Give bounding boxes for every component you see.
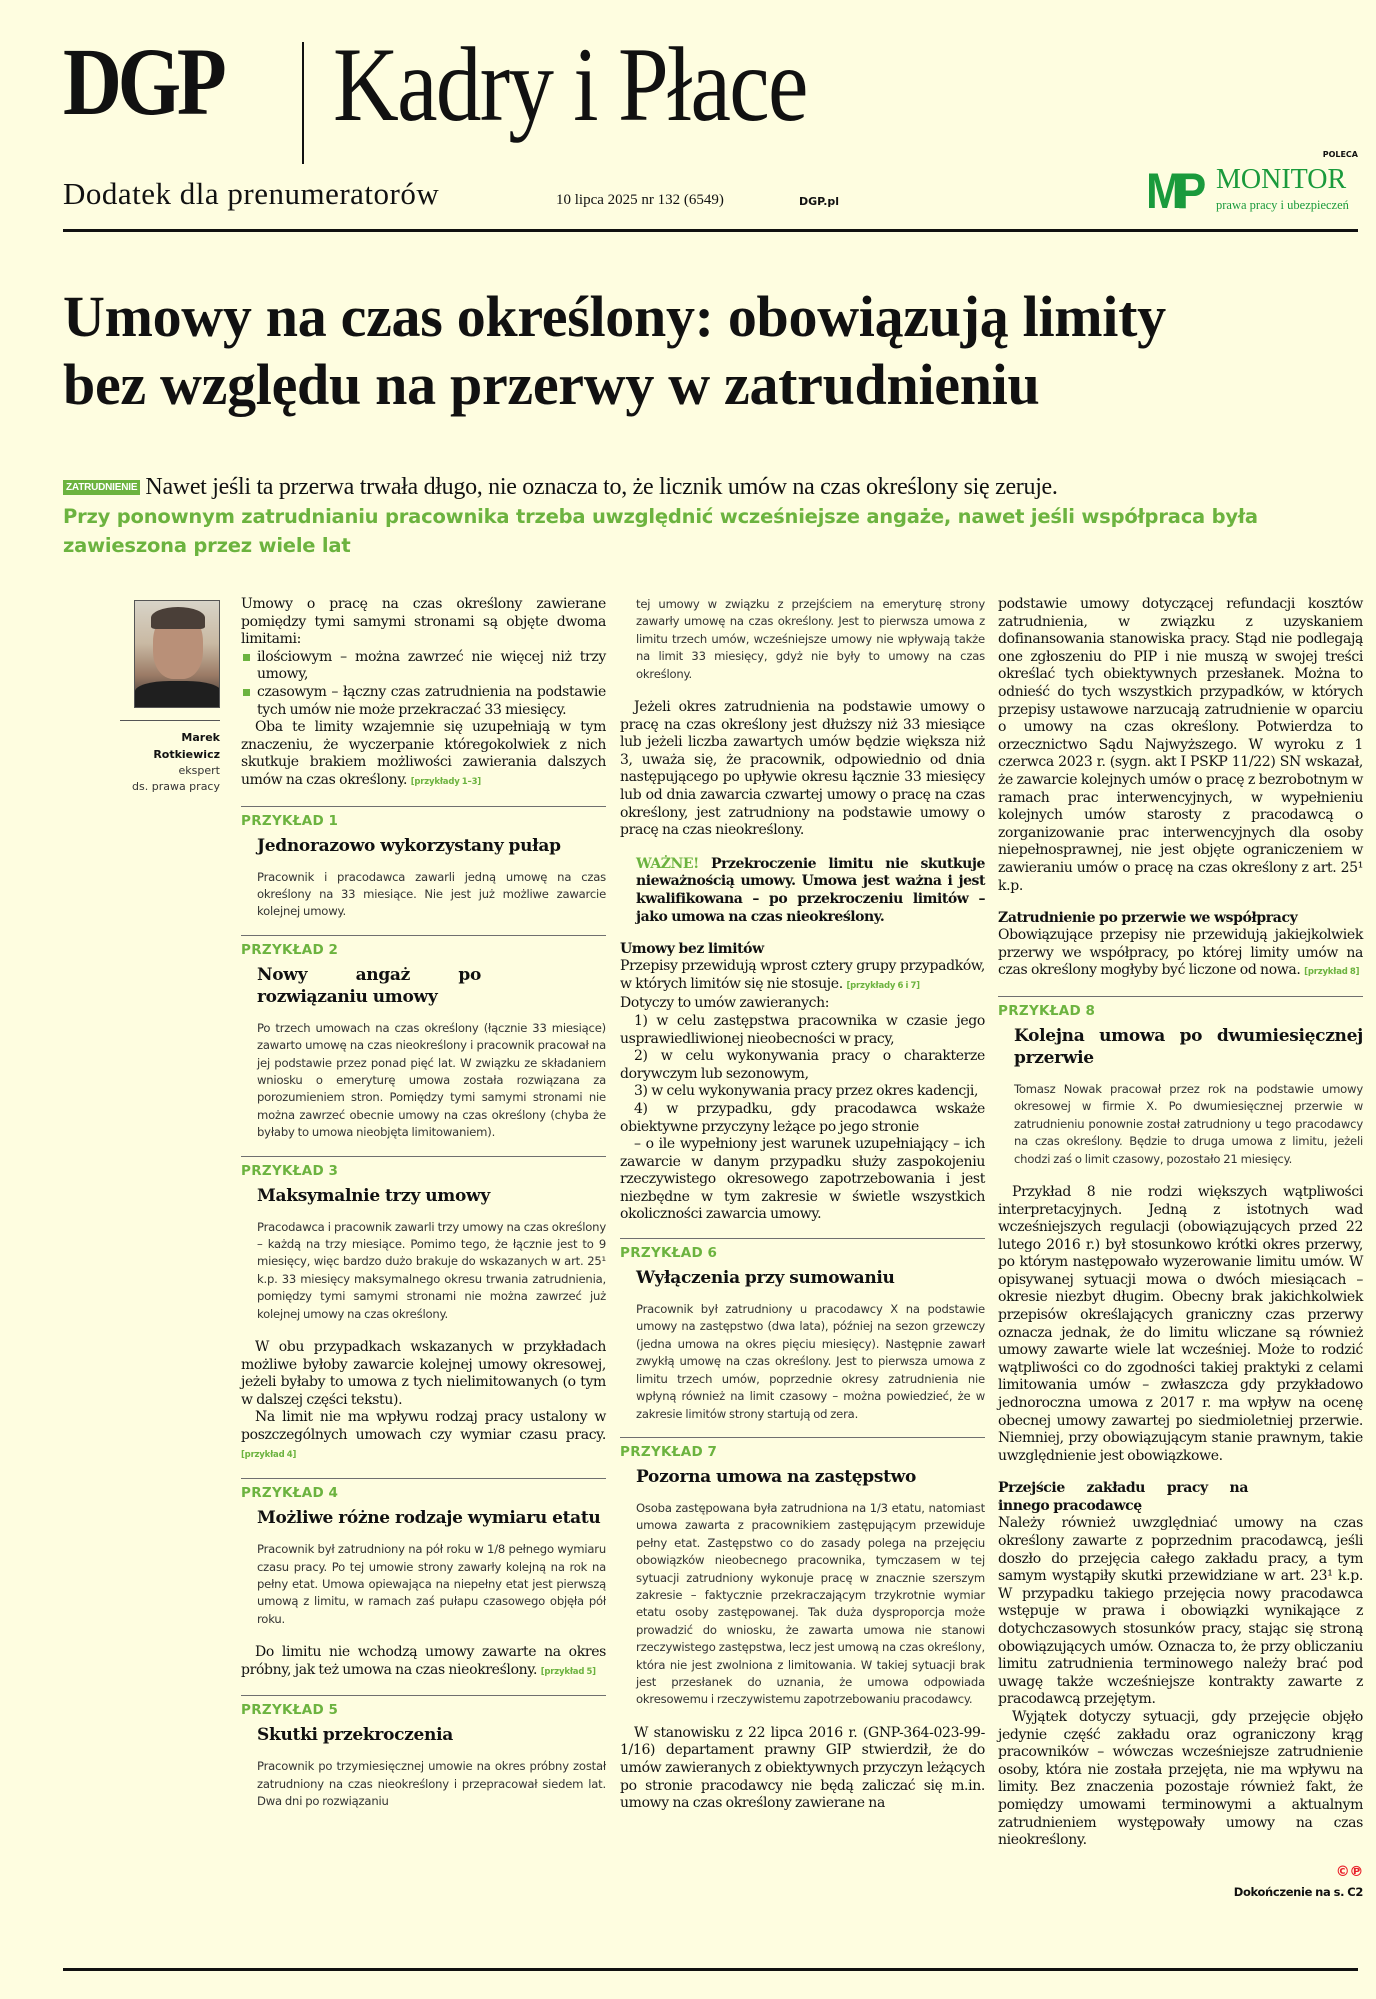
example-4 <box>241 1478 606 1628</box>
example-reference[interactable]: [przykłady 1–3] <box>410 776 481 787</box>
example-title: Możliwe różne rodzaje wymiaru etatu <box>257 1508 601 1529</box>
example-reference[interactable]: [przykład 4] <box>241 1449 297 1460</box>
author-photo <box>134 600 220 708</box>
page-bottom-divider <box>63 1968 1358 1971</box>
lead-subtext: Przy ponownym zatrudnianiu pracownika trzeba uwzględnić wcześniejsze angaże, nawet jeśli współpraca była zawieszona przez wiele lat <box>63 505 1258 557</box>
example-body: Pracownik i pracodawca zawarli jedną umowę na czas określony na 33 miesiące. Nie jest już możliwe zawarcie kolejnej umowy. <box>257 869 606 919</box>
example-body: Pracownik był zatrudniony u pracodawcy X na podstawie umowy na zastępstwo (dwa lata), później na sezon grzewczy (jedna umowa na okres pięciu miesięcy). Następnie zawarł zwykłą umowę na czas określony. Jest to pierwsza umowa z limitu trzech umów, poprzednie okresy zatrudnienia nie wpłyną również na limit czasowy – można powiedzieć, że w zakresie limitów strony startują od zera. <box>636 1302 985 1421</box>
paragraph <box>998 927 1363 982</box>
paragraph: Przykład 8 nie rodzi większych wątpliwości interpretacyjnych. Jedną z istotnych wad wcześniejszych regulacji (obowiązujących przed 22 lutego 2016 r.) był stosunkowo krótki okres przerwy, po którym następowało wyzerowanie limitu umów. W opisywanej sytuacji mowa o dwóch miesiącach – okresie niezbyt długim. Obecny brak jakichkolwiek przepisów określających graniczny czas przerwy oznacza jednak, że do limitu wliczane są również umowy zawarte wiele lat wcześniej. Może to rodzić wątpliwości co do zgodności takiej praktyki z celami limitowania umów – zwłaszcza gdy przykładowo jednoroczna umowa z 2017 r. ma wpływ na ocenę obecnej umowy zawartej po siedmioletniej przerwie. Niemniej, przy obowiązującym stanie prawnym, takie uwzględnienie jest obowiązkowe. <box>998 1183 1363 1464</box>
example-label: PRZYKŁAD 7 <box>620 1443 718 1460</box>
example-body: Pracodawca i pracownik zawarli trzy umowy na czas określony – każdą na trzy miesiące. Pomimo tego, że łącznie jest to 9 miesięcy, więc bardzo dużo brakuje do wskazanych w art. 25¹ k.p. 33 miesięcy maksymalnego okresu trwania zatrudnienia, pomiędzy tymi samymi stronami nie można zawrzeć już kolejnej umowy na czas określony. <box>257 1219 606 1321</box>
section-heading: Umowy bez limitów <box>620 941 764 958</box>
example-label: PRZYKŁAD 4 <box>241 1485 339 1502</box>
important-text: Przekroczenie limitu nie skutkuje nieważnością umowy. Umowa jest ważna i jest kwalifikowana – po przekroczeniu limitów – jako umowa na czas nieokreślony. <box>636 855 985 925</box>
example-reference[interactable]: [przykłady 6 i 7] <box>846 980 920 991</box>
lead-text: Nawet jeśli ta przerwa trwała długo, nie oznacza to, że licznik umów na czas określony się zeruje. <box>145 474 1058 500</box>
photo-hair <box>151 607 205 629</box>
example-body: Tomasz Nowak pracował przez rok na podstawie umowy okresowej w firmie X. Po dwumiesięcznej przerwie w zatrudnieniu ponownie został zatrudniony u tego pracodawcy na czas określony. Będzie to druga umowa z limitu, jeżeli chodzi zaś o limit czasowy, pozostało 21 miesięcy. <box>1014 1081 1363 1166</box>
masthead-divider <box>63 229 1358 232</box>
paragraph: W stanowisku z 22 lipca 2016 r. (GNP-364-023-99-1/16) departament prawny GIP stwierdził, że do umów zawieranych z obiektywnych przyczyn leżących po stronie pracodawcy nie będą zaliczać się m.in. umowy na czas określony zawierane na <box>620 1724 985 1812</box>
example-title: Pozorna umowa na zastępstwo <box>636 1466 917 1487</box>
list-item: 2) w celu wykonywania pracy o charakterze dorywczym lub sezonowym, <box>620 1048 985 1082</box>
example-body: Po trzech umowach na czas określony (łącznie 33 miesiące) zawarto umowę na czas nieokreślony i pracownik pracował na jej podstawie przez ponad pięć lat. W związku ze składaniem wniosku o emeryturę umowa została rozwiązana za porozumieniem stron. Pomiędzy tymi samymi stronami nie można zawrzeć obecnie umowy na czas określony (chyba że byłaby to umowa nieobjęta limitowaniem). <box>257 1020 606 1140</box>
important-label: WAŻNE! <box>636 855 699 872</box>
section-heading: Przejście zakładu pracy na innego pracodawcę <box>998 1480 1248 1515</box>
author-divider <box>120 720 220 721</box>
example-label: PRZYKŁAD 2 <box>241 941 339 958</box>
article-headline <box>63 283 1363 419</box>
author-first-name: Marek <box>181 731 220 744</box>
example-label: PRZYKŁAD 8 <box>998 1002 1096 1019</box>
paragraph-text: Oba te limity wzajemnie się uzupełniają w tym znaczeniu, że wyczerpanie któregokolwiek z nich skutkuje brakiem możliwości zawierania dalszych umów na czas określony. <box>241 719 606 788</box>
dgp-logo: DGP <box>63 28 223 135</box>
important-note <box>620 856 985 926</box>
example-2 <box>241 935 606 1142</box>
photo-body <box>135 681 220 707</box>
section-heading: Zatrudnienie po przerwie we współpracy <box>998 910 1298 927</box>
list-item: 1) w celu zastępstwa pracownika w czasie jego usprawiedliwionej nieobecności w pracy, <box>620 1012 985 1047</box>
masthead <box>63 26 1358 230</box>
example-body: Osoba zastępowana była zatrudniona na 1/3 etatu, natomiast umowa zawarta z pracownikiem zastępującym przewiduje pełny etat. Zastępstwo co do zasady polega na przejęciu obowiązków nieobecnego pracownika, tymczasem w tej sytuacji zatrudniony wykonuje pracę w znacznie szerszym zakresie – faktycznie przekraczającym trzykrotnie wymiar etatu osoby zastępowanej. Tak duża dysproporcja może prowadzić do wniosku, że zawarta umowa nie stanowi rzeczywistego zastępstwa, lecz jest umową na czas określony, która nie jest zwolniona z limitowania. W takiej sytuacji brak jest przesłanek do uznania, że umowa odpowiada okresowemu i rzeczywistemu zapotrzebowaniu pracodawcy. <box>636 1500 985 1707</box>
paragraph-text: Na limit nie ma wpływu rodzaj pracy ustalony w poszczególnych umowach czy wymiar czasu pracy. <box>241 1409 606 1443</box>
partner-label: POLECA <box>1322 150 1358 159</box>
limits-list <box>241 649 606 719</box>
column-2 <box>620 596 985 1813</box>
partner-tagline: prawa pracy i ubezpieczeń <box>1216 198 1349 212</box>
paragraph <box>620 958 985 995</box>
paragraph: Należy również uwzględniać umowy na czas określony zawarte z poprzednim pracodawcą, jeśli doszło do przejęcia całego zakładu pracy, a tym samym wystąpiły skutki przewidziane w art. 23¹ k.p. W przypadku takiego przejęcia nowy pracodawca wstępuje w prawa i obowiązki wynikające z dotychczasowych stosunków pracy, stając się stroną obowiązujących umów. Oznacza to, że przy obliczaniu limitu zatrudnienia terminowego należy brać pod uwagę także wcześniejsze kontrakty zawarte z pracodawcą przejętym. <box>998 1515 1363 1708</box>
paragraph: Wyjątek dotyczy sytuacji, gdy przejęcie objęło jedynie część zakładu oraz ograniczony krąg pracowników – wówczas wcześniejsze zatrudnienie osoby, która nie została przejęta, nie ma wpływu na limity. Bez znaczenia pozostaje również fakt, że pomiędzy umowami terminowymi a aktualnym zatrudnieniem występowały umowy na czas nieokreślony. <box>998 1708 1363 1849</box>
example-body: Pracownik po trzymiesięcznej umowie na okres próbny został zatrudniony na czas nieokreślony i przepracował siedem lat. Dwa dni po rozwiązaniu <box>257 1759 606 1809</box>
paragraph <box>241 1409 606 1464</box>
example-8 <box>998 996 1363 1168</box>
list-item: 3) w celu wykonywania pracy przez okres kadencji, <box>634 1083 979 1100</box>
paragraph-text: Przepisy przewidują wprost cztery grupy przypadków, w których limitów się nie stosuje. <box>620 958 985 992</box>
example-reference[interactable]: [przykład 8] <box>1304 967 1360 978</box>
paragraph: podstawie umowy dotyczącej refundacji kosztów zatrudnienia, w związku z uzyskaniem dofinansowania stanowiska pracy. Stąd nie podlegają one zgłoszeniu do PIP i nie muszą w swojej treści określać tych obiektywnych przesłanek. Można to odnieść do tych wszystkich przypadków, w których przepisy ustawowe narzucają zatrudnienie w oparciu o umowy na czas określony. Potwierdza to orzecznictwo Sądu Najwyższego. W wyroku z 1 czerwca 2023 r. (sygn. akt I PSKP 11/22) SN wskazał, że zawarcie kolejnych umów o pracę z bezrobotnym w ramach prac interwencyjnych, w wypełnieniu kolejnych umów starosty z pracodawcą o zorganizowanie prac interwencyjnych dla osoby niepełnosprawnej, nie jest objęte ograniczeniem w zawieraniu umów o pracę na czas określony z art. 25¹ k.p. <box>998 596 1363 894</box>
column-3 <box>998 596 1363 1901</box>
example-3 <box>241 1156 606 1323</box>
author-last-name: Rotkiewicz <box>153 748 220 761</box>
continued-on-page-link[interactable]: Dokończenie na s. C2 <box>1233 1884 1363 1899</box>
author-role-1: ekspert <box>178 764 220 777</box>
headline-line-1: Umowy na czas określony: obowiązują limity <box>63 284 1166 349</box>
copyright-icon: ©℗ <box>1335 1863 1363 1880</box>
paragraph <box>241 1644 606 1681</box>
example-7 <box>620 1437 985 1709</box>
article-lead <box>63 474 1363 560</box>
example-5-continued: tej umowy w związku z przejściem na emeryturę strony zawarły umowę na czas określony. Jest to pierwsza umowa z limitu trzech umów, wcześniejsze umowy nie wpływają także na limit 33 miesięcy, gdyż nie były to umowy na czas określony. <box>636 597 985 681</box>
example-title: Nowy angaż po rozwiązaniu umowy <box>257 964 481 1007</box>
partner-name: MONITOR <box>1216 164 1347 195</box>
example-title: Kolejna umowa po dwumiesięcznej przerwie <box>1014 1025 1363 1068</box>
example-title: Maksymalnie trzy umowy <box>257 1185 490 1206</box>
example-title: Wyłączenia przy sumowaniu <box>636 1268 895 1289</box>
list-item: czasowym – łączny czas zatrudnienia na podstawie tych umów nie może przekraczać 33 miesięcy. <box>241 684 606 719</box>
paragraph <box>241 719 606 791</box>
example-label: PRZYKŁAD 5 <box>241 1702 339 1719</box>
column-1 <box>241 596 606 1811</box>
supplement-title: Kadry i Płace <box>333 26 807 143</box>
site-link[interactable]: DGP.pl <box>799 195 840 208</box>
paragraph: W obu przypadkach wskazanych w przykładach możliwe byłoby zawarcie kolejnej umowy okresowej, jeżeli byłaby to umowa z tych nielimitowanych (o tym w dalszej części tekstu). <box>241 1339 606 1408</box>
list-item: 4) w przypadku, gdy pracodawca wskaże obiektywne przyczyny leżące po jego stronie <box>620 1100 985 1135</box>
example-1 <box>241 806 606 921</box>
paragraph: Dotyczy to umów zawieranych: <box>620 995 830 1012</box>
supplement-subtitle: Dodatek dla prenumeratorów <box>63 176 440 211</box>
logo-separator <box>302 42 304 164</box>
list-item: – o ile wypełniony jest warunek uzupełniający – ich zawarcie w danym przypadku służy zaspokojeniu rzeczywistego okresowego zapotrzebowania i jest niezbędne w tym zakresie w świetle wszystkich okoliczności zawarcia umowy. <box>620 1136 985 1223</box>
example-title: Skutki przekroczenia <box>257 1725 453 1746</box>
paragraph-text: Obowiązujące przepisy nie przewidują jakiejkolwiek przerwy we współpracy, po której limity umów na czas określony mogłyby być liczone od nowa. <box>998 927 1363 979</box>
example-title: Jednorazowo wykorzystany pułap <box>257 835 561 856</box>
section-tag: ZATRUDNIENIE <box>63 480 140 495</box>
example-reference[interactable]: [przykład 5] <box>540 1666 596 1677</box>
example-label: PRZYKŁAD 6 <box>620 1245 718 1262</box>
mp-logo-icon: MP <box>1146 163 1200 219</box>
example-body: Pracownik był zatrudniony na pół roku w 1/8 pełnego wymiaru czasu pracy. Po tej umowie strony zawarły kolejną na rok na pełny etat. Umowa opiewająca na niepełny etat jest pierwszą umową z limitu, w ramach zaś pułapu czasowego objęła pół roku. <box>257 1542 606 1626</box>
paragraph-text: Do limitu nie wchodzą umowy zawarte na okres próbny, jak też umowa na czas nieokreślony. <box>241 1644 606 1678</box>
example-label: PRZYKŁAD 1 <box>241 812 339 829</box>
author-box <box>120 600 220 795</box>
list-item: ilościowym – można zawrzeć nie więcej niż trzy umowy, <box>241 649 606 684</box>
example-6 <box>620 1238 985 1423</box>
intro-paragraph: Umowy o pracę na czas określony zawierane pomiędzy tymi samymi stronami są objęte dwoma limitami: <box>241 596 606 648</box>
example-5 <box>241 1695 606 1810</box>
paragraph: Jeżeli okres zatrudnienia na podstawie umowy o pracę na czas określony jest dłuższy niż 33 miesiące lub jeżeli liczba zawartych umów będzie większa niż 3, uważa się, że pracownik, odpowiednio od dnia następującego po upływie okresu łącznie 33 miesięcy lub od dnia zawarcia czwartej umowy o pracę na czas określony, jest zatrudniony na podstawie umowy o pracę na czas nieokreślony. <box>620 699 985 839</box>
issue-info: 10 lipca 2025 nr 132 (6549) <box>556 192 724 208</box>
example-label: PRZYKŁAD 3 <box>241 1162 339 1179</box>
author-role-2: ds. prawa pracy <box>132 780 220 793</box>
headline-line-2: bez względu na przerwy w zatrudnieniu <box>63 352 1040 417</box>
monitor-prawa-pracy-logo <box>1146 163 1358 219</box>
